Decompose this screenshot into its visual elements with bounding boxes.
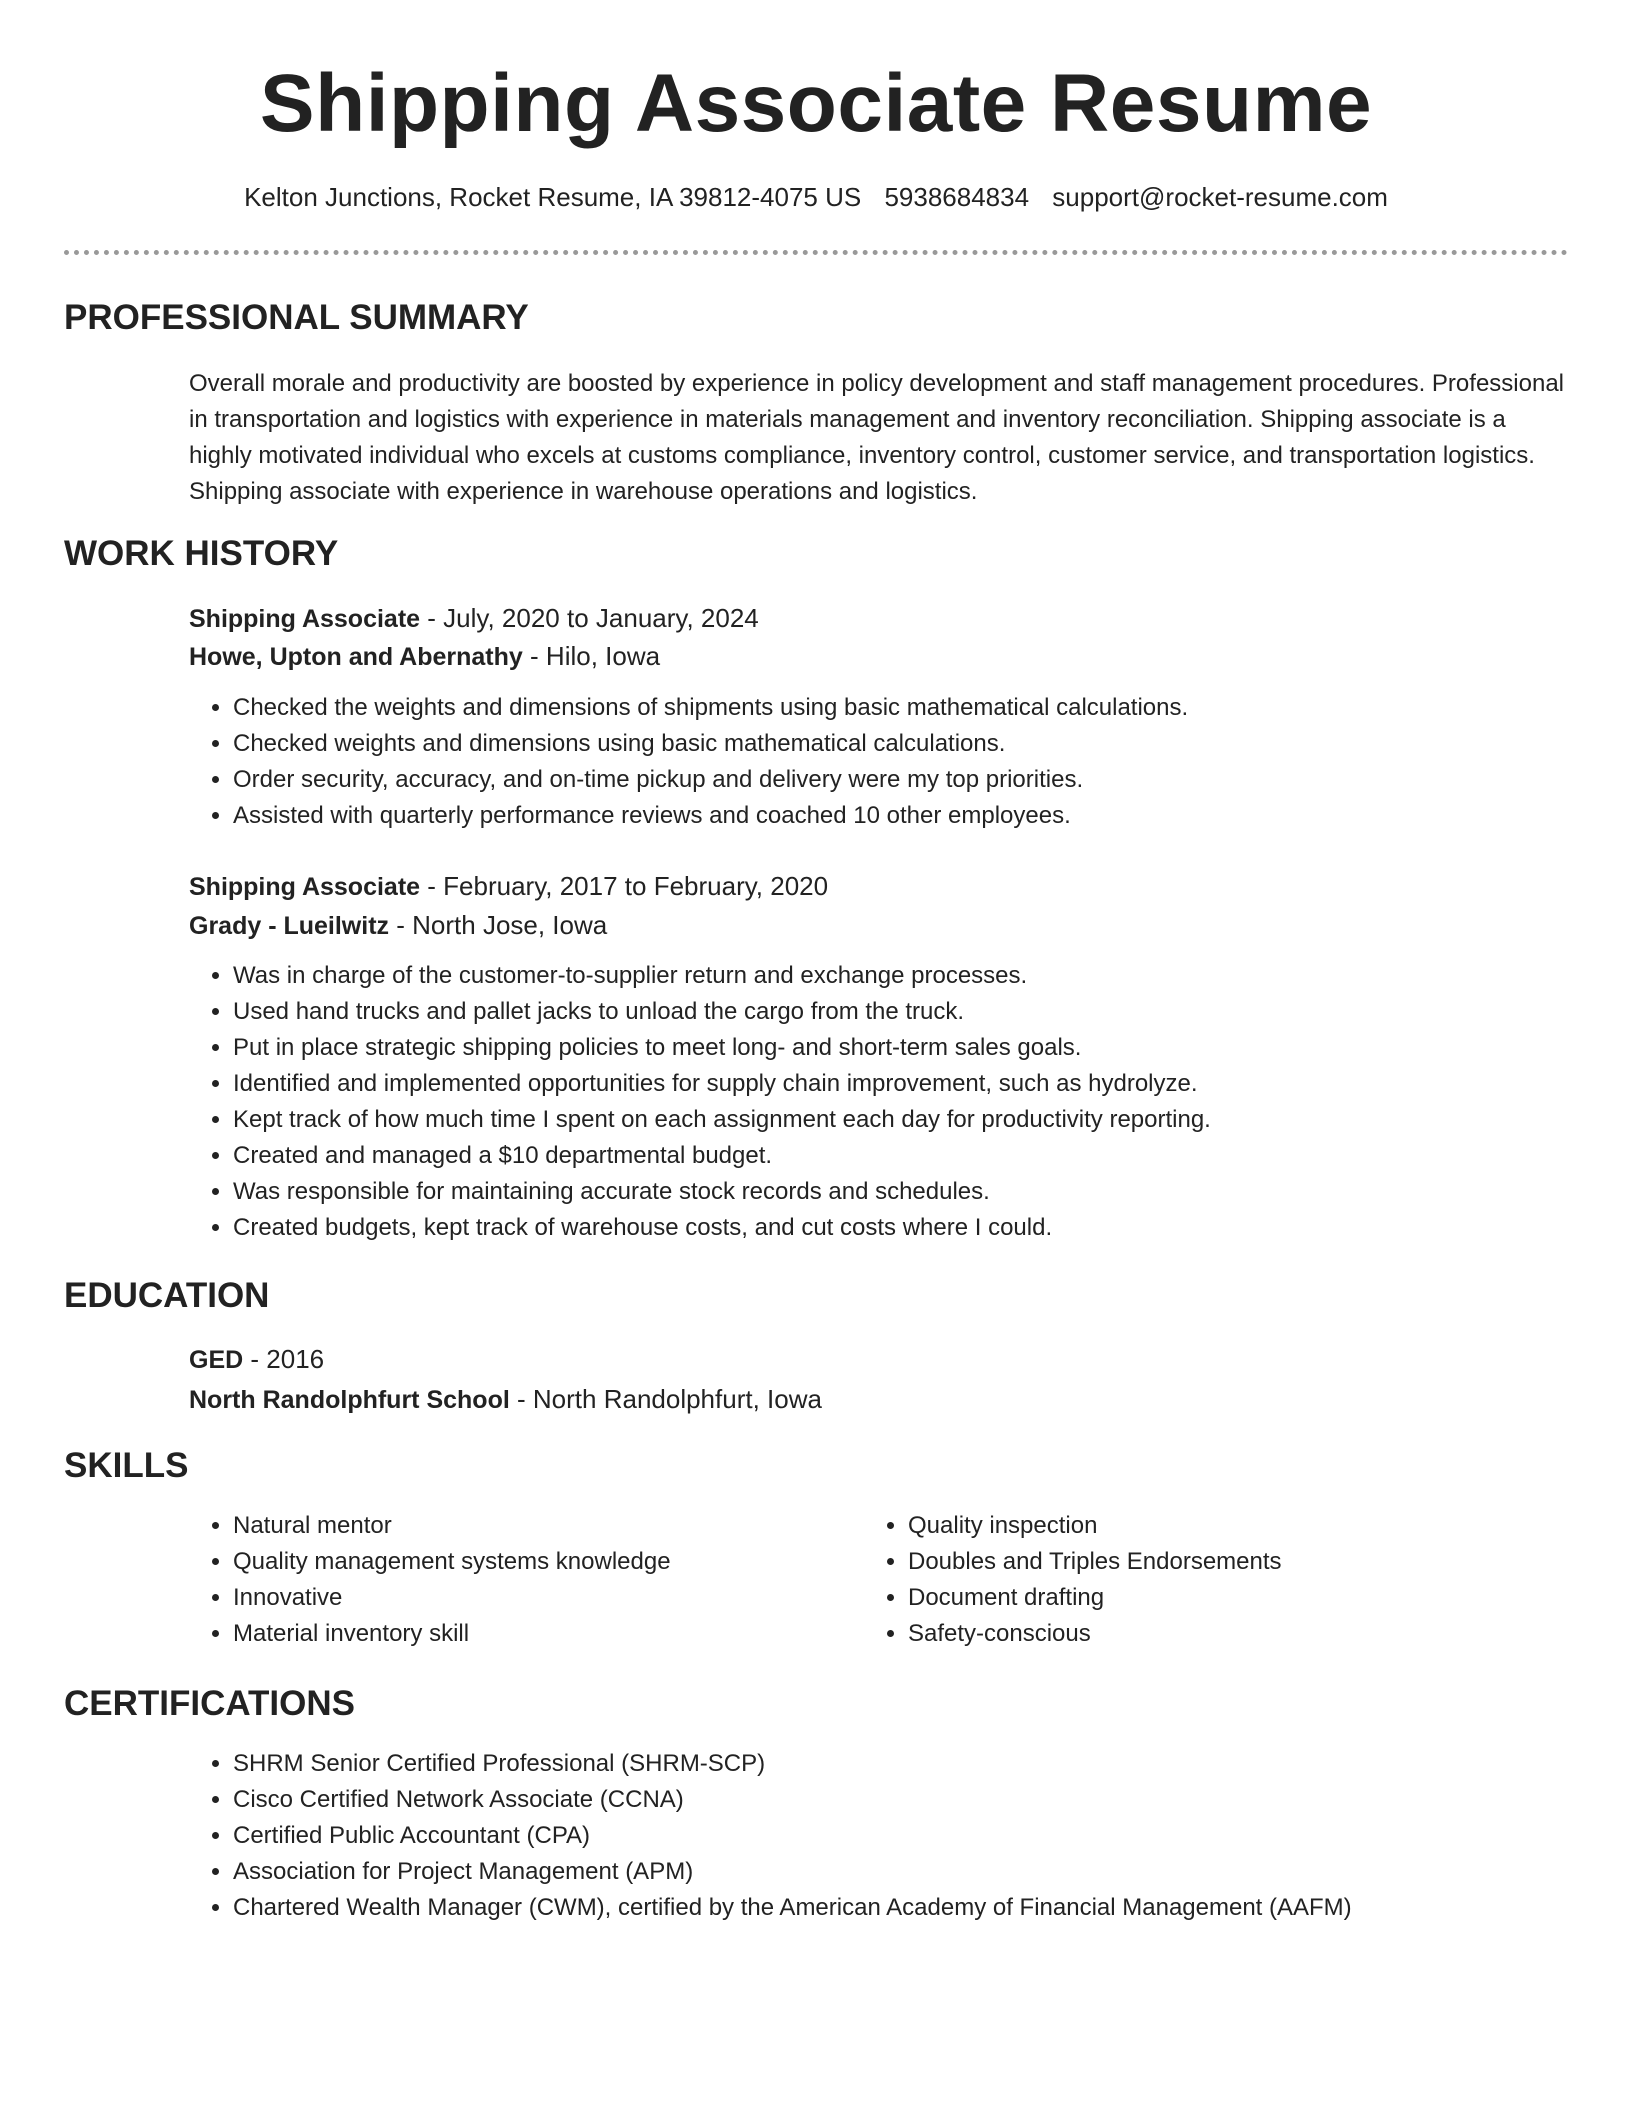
list-item: • Created and managed a $10 departmental budget.	[233, 1138, 1211, 1174]
certifications-list	[189, 1746, 1352, 1926]
list-item: • Assisted with quarterly performance reviews and coached 10 other employees.	[233, 798, 1188, 834]
summary-text: Overall morale and productivity are boosted by experience in policy development and staff management procedures. Professional in transportation and logistics with experience in materials management and inventory reconciliation. Shipping associate is a highly motivated individual who excels at customs compliance, inventory control, customer service, and transportation logistics. Shipping associate with experience in warehouse operations and logistics.	[189, 370, 1564, 505]
skills-list-left	[189, 1508, 671, 1652]
education-location: - North Randolphfurt, Iowa	[509, 1384, 822, 1414]
education-degree-line	[189, 1341, 324, 1378]
job-1-company-line	[189, 638, 660, 675]
education-year: - 2016	[243, 1344, 325, 1374]
work-history-heading: WORK HISTORY	[64, 534, 339, 573]
summary-heading: PROFESSIONAL SUMMARY	[64, 298, 529, 337]
list-item: • Created budgets, kept track of warehouse costs, and cut costs where I could.	[233, 1210, 1211, 1246]
list-item: • Association for Project Management (APM)	[233, 1854, 1352, 1890]
list-item: • Order security, accuracy, and on-time pickup and delivery were my top priorities.	[233, 762, 1188, 798]
contact-email: support@rocket-resume.com	[1052, 182, 1388, 212]
job-2-location: - North Jose, Iowa	[389, 910, 608, 940]
list-item: • Was responsible for maintaining accurate stock records and schedules.	[233, 1174, 1211, 1210]
list-item: • Cisco Certified Network Associate (CCNA)	[233, 1782, 1352, 1818]
job-2-bullets	[189, 958, 1211, 1246]
job-2-company-line	[189, 907, 607, 944]
education-heading: EDUCATION	[64, 1276, 270, 1315]
contact-line	[0, 180, 1632, 214]
job-1-company: Howe, Upton and Abernathy	[189, 643, 523, 671]
list-item: • Put in place strategic shipping policies to meet long- and short-term sales goals.	[233, 1030, 1211, 1066]
list-item: • Natural mentor	[233, 1508, 671, 1544]
job-1-location: - Hilo, Iowa	[522, 641, 661, 671]
list-item: • Identified and implemented opportunities for supply chain improvement, such as hydrolyze.	[233, 1066, 1211, 1102]
list-item: • Was in charge of the customer-to-supplier return and exchange processes.	[233, 958, 1211, 994]
job-1-bullets	[189, 690, 1188, 834]
list-item: • Material inventory skill	[233, 1616, 671, 1652]
education-school-line	[189, 1381, 822, 1418]
list-item: • SHRM Senior Certified Professional (SHRM-SCP)	[233, 1746, 1352, 1782]
list-item: • Document drafting	[908, 1580, 1282, 1616]
list-item: • Safety-conscious	[908, 1616, 1282, 1652]
resume-title: Shipping Associate Resume	[259, 58, 1373, 149]
list-item: • Kept track of how much time I spent on each assignment each day for productivity reporting.	[233, 1102, 1211, 1138]
job-2-company: Grady - Lueilwitz	[189, 912, 390, 940]
list-item: • Chartered Wealth Manager (CWM), certified by the American Academy of Financial Management (AAFM)	[233, 1890, 1352, 1926]
list-item: • Used hand trucks and pallet jacks to unload the cargo from the truck.	[233, 994, 1211, 1030]
job-2-dates: - February, 2017 to February, 2020	[420, 871, 829, 901]
list-item: • Quality management systems knowledge	[233, 1544, 671, 1580]
list-item: • Certified Public Accountant (CPA)	[233, 1818, 1352, 1854]
contact-address: Kelton Junctions, Rocket Resume, IA 39812-4075 US	[244, 182, 862, 212]
list-item: • Checked the weights and dimensions of shipments using basic mathematical calculations.	[233, 690, 1188, 726]
list-item: • Innovative	[233, 1580, 671, 1616]
skills-heading: SKILLS	[64, 1446, 189, 1485]
certifications-heading: CERTIFICATIONS	[64, 1684, 356, 1723]
header-divider	[64, 250, 1568, 255]
education-degree: GED	[189, 1346, 244, 1374]
list-item: • Quality inspection	[908, 1508, 1282, 1544]
job-2-title-line	[189, 868, 828, 905]
job-1-dates: - July, 2020 to January, 2024	[420, 603, 759, 633]
education-school: North Randolphfurt School	[189, 1386, 510, 1414]
skills-list-right	[864, 1508, 1282, 1652]
job-2-title: Shipping Associate	[189, 873, 421, 901]
contact-phone: 5938684834	[884, 182, 1030, 212]
list-item: • Checked weights and dimensions using basic mathematical calculations.	[233, 726, 1188, 762]
list-item: • Doubles and Triples Endorsements	[908, 1544, 1282, 1580]
job-1-title: Shipping Associate	[189, 605, 421, 633]
job-1-title-line	[189, 600, 759, 637]
